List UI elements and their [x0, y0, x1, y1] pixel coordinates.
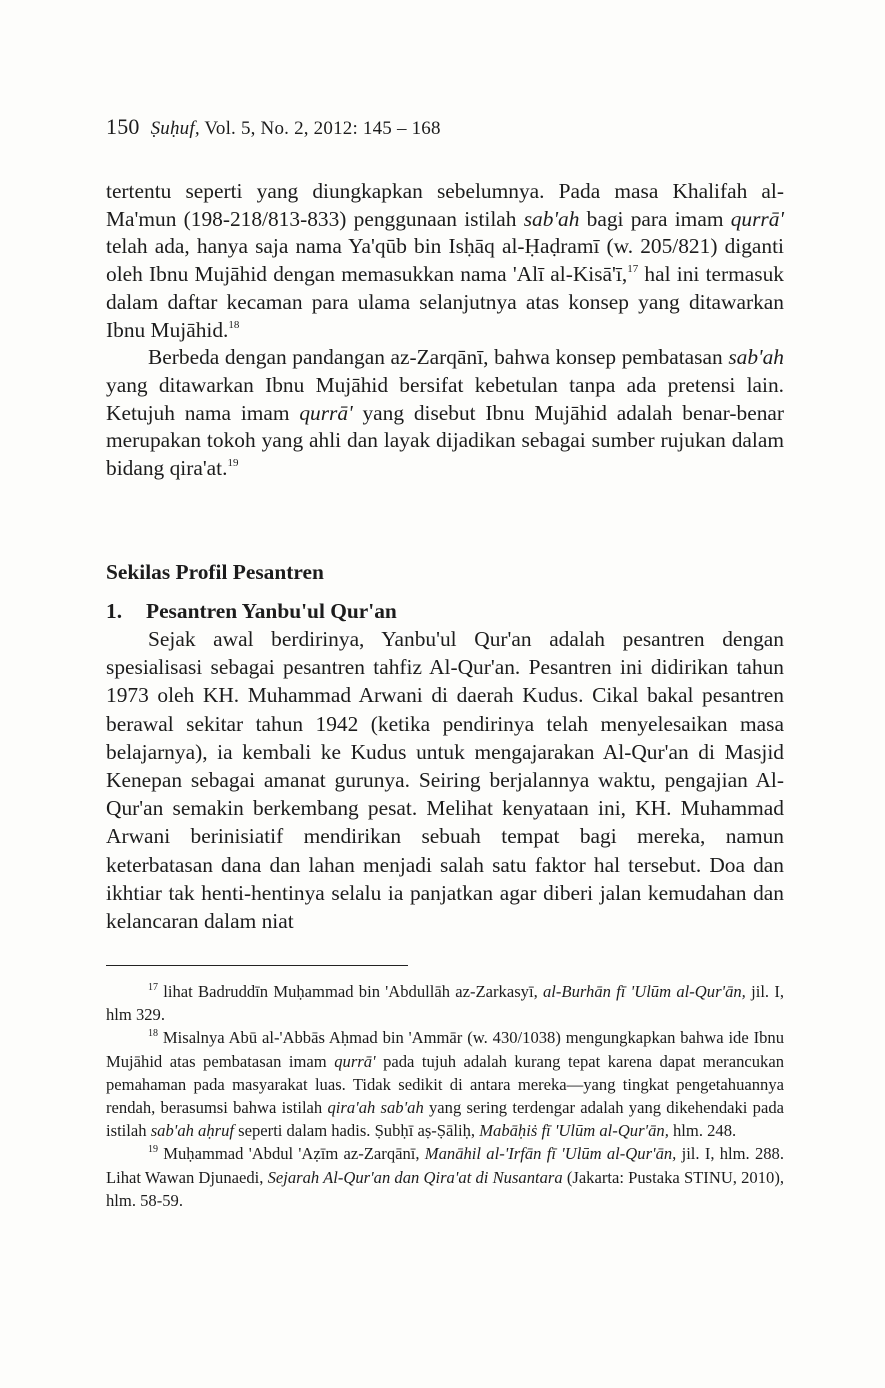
subsection-heading: [106, 599, 397, 624]
journal-name: Ṣuḥuf,: [150, 118, 200, 139]
body-text-bottom: [106, 625, 784, 935]
subsection-number: 1.: [106, 599, 123, 623]
running-header: [106, 114, 441, 140]
paragraph-1: tertentu seperti yang diungkapkan sebelumnya. Pada masa Khalifah al-Ma'mun (198-218/813-833) penggunaan istilah sab'ah bagi para imam qurrā' telah ada, hanya saja nama Ya'qūb bin Isḥāq al-Ḥaḍramī (w. 205/821) diganti oleh Ibnu Mujāhid dengan memasukkan nama 'Alī al-Kisā'ī,$^{17}$ hal ini termasuk dalam daftar kecaman para ulama selanjutnya atas konsep yang ditawarkan Ibnu Mujāhid.$^{18}$: [106, 179, 784, 342]
footnote-18: $^{18}$ Misalnya Abū al-'Abbās Aḥmad bin 'Ammār (w. 430/1038) mengungkapkan bahwa ide Ibnu Mujāhid atas pembatasan imam qurrā' pada tujuh adalah kurang tepat karena dapat merancukan pemahaman pada masyarakat luas. Tidak sedikit di antara mereka—yang tingkat pengetahuannya rendah, berasumsi bahwa istilah qira'ah sab'ah yang sering terdengar adalah yang dikehendaki pada istilah sab'ah aḥruf seperti dalam hadis. Ṣubḥī aṣ-Ṣāliḥ, Mabāḥiṡ fī 'Ulūm al-Qur'ān, hlm. 248.: [106, 1028, 784, 1141]
footnote-ref-18[interactable]: 18: [228, 318, 240, 331]
subsection-title: Pesantren Yanbu'ul Qur'an: [146, 599, 397, 623]
paragraph-3: Sejak awal berdirinya, Yanbu'ul Qur'an adalah pesantren dengan spesialisasi sebagai pesantren tahfiz Al-Qur'an. Pesantren ini didirikan tahun 1973 oleh KH. Muhammad Arwani di daerah Kudus. Cikal bakal pesantren berawal sekitar tahun 1942 (ketika pendirinya telah menyelesaikan masa belajarnya), ia kembali ke Kudus untuk mengajarakan Al-Qur'an di Masjid Kenepan sebagai amanat gurunya. Seiring berjalannya waktu, pengajian Al-Qur'an semakin berkembang pesat. Melihat kenyataan ini, KH. Muhammad Arwani berinisiatif mendirikan sebuah tempat bagi mereka, namun keterbatasan dana dan lahan menjadi salah satu faktor hal tersebut. Doa dan ikhtiar tak henti-hentinya selalu ia panjatkan agar diberi jalan kemudahan dan kelancaran dalam niat: [106, 627, 784, 934]
footnote-17: $^{17}$ lihat Badruddīn Muḥammad bin 'Abdullāh az-Zarkasyī, al-Burhān fī 'Ulūm al-Qur'ān, jil. I, hlm 329.: [106, 982, 785, 1025]
journal-citation: Vol. 5, No. 2, 2012: 145 – 168: [199, 118, 441, 139]
paragraph-2: Berbeda dengan pandangan az-Zarqānī, bahwa konsep pembatasan sab'ah yang ditawarkan Ibnu Mujāhid bersifat kebetulan tanpa ada pretensi lain. Ketujuh nama imam qurrā' yang disebut Ibnu Mujāhid adalah benar-benar merupakan tokoh yang ahli dan layak dijadikan sebagai sumber rujukan dalam bidang qira'at.$^{19}$: [106, 345, 785, 481]
footnote-ref-19[interactable]: 19: [227, 457, 239, 470]
footnote-ref-17[interactable]: 17: [627, 263, 639, 276]
body-text-top: [106, 178, 784, 483]
section-heading: Sekilas Profil Pesantren: [106, 560, 324, 584]
page-number: 150: [106, 114, 140, 139]
footnote-divider: [106, 965, 408, 966]
footnotes: [106, 980, 784, 1212]
footnote-19: $^{19}$ Muḥammad 'Abdul 'Aẓīm az-Zarqānī, Manāhil al-'Irfān fī 'Ulūm al-Qur'ān, jil. I, hlm. 288. Lihat Wawan Djunaedi, Sejarah Al-Qur'an dan Qira'at di Nusantara (Jakarta: Pustaka STINU, 2010), hlm. 58-59.: [106, 1144, 785, 1210]
